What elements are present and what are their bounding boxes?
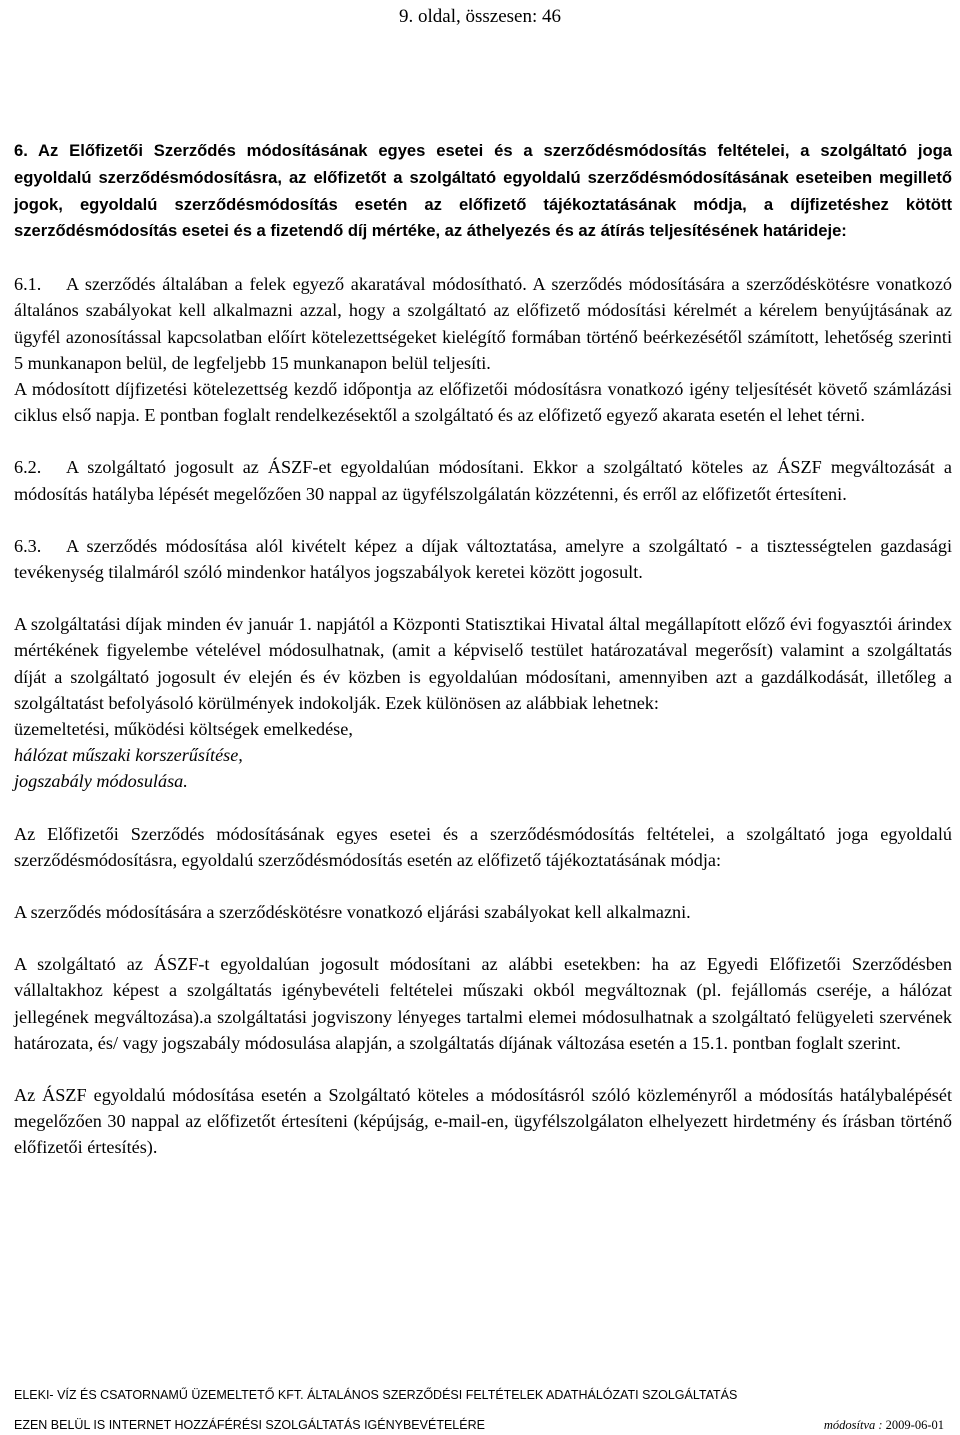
section-6-heading: 6. Az Előfizetői Szerződés módosításának egyes esetei és a szerződésmódosítás feltételei, a szolgáltató joga egyoldalú szerződésmódosításra, az előfizetőt a szolgáltató egyoldalú szerződésmódosításának eseteiben megillető jogok, egyoldalú szerződésmódosítás esetén az előfizető tájékoztatásának módja, a díjfizetéshez kötött szerződésmódosítás esetei és a fizetendő díj mértéke, az áthelyezés és az átírás teljesítésének határideje: xyxy=(14,141,952,241)
paragraph-6-2 xyxy=(14,454,952,506)
paragraph-cases: A szolgáltató az ÁSZF-t egyoldalúan jogosult módosítani az alábbi esetekben: ha az Egyedi Előfizetői Szerződésben vállaltakhoz képest a szolgáltatás igénybevételi feltételei műszaki okból megváltoznak (pl. fejállomás cseréje, a hálózat jellegének megváltozása).a szolgáltatási jogviszony lényeges tartalmi elemei módosulhatnak a szolgáltató felügyeleti szervének határozata, és/ vagy jogszabály módosulása alapján, a szolgáltatás díjának változása esetén a 15.1. pontban foglalt szerint. xyxy=(14,954,952,1053)
page-number-header: 9. oldal, összesen: 46 xyxy=(398,6,561,27)
footer-line-1: ELEKI- VÍZ ÉS CSATORNAMŰ ÜZEMELTETŐ KFT. ÁLTALÁNOS SZERZŐDÉSI FELTÉTELEK ADATHÁLÓZATI SZOLGÁLTATÁS xyxy=(14,1388,738,1402)
paragraph-6-1 xyxy=(14,271,952,376)
paragraph-number: 6.2. xyxy=(14,457,42,478)
paragraph-text: A szolgáltató jogosult az ÁSZF-et egyoldalúan módosítani. Ekkor a szolgáltató köteles az ÁSZF megváltozását a módosítás hatályba lépését megelőzően 30 nappal az ügyfélszolgálatán közzétenni, és erről az előfizetőt értesíteni. xyxy=(14,457,952,504)
list-item: jogszabály módosulása. xyxy=(14,771,188,792)
footer-service-text: EZEN BELÜL IS INTERNET HOZZÁFÉRÉSI SZOLGÁLTATÁS IGÉNYBEVÉTELÉRE xyxy=(14,1418,485,1432)
paragraph-text: A szerződés általában a felek egyező akaratával módosítható. A szerződés módosítására a szerződéskötésre vonatkozó általános szabályokat kell alkalmazni azzal, hogy a szolgáltató az előfizető módosítási kérelmét a kérelem benyújtásának az ügyfél azonosítással kapcsolatban előírt kötelezettségeket kielégítő formában történő beérkezésétől számított, lehetőség szerinti 5 munkanapon belül, de legfeljebb 15 munkanapon belül teljesíti. xyxy=(14,274,952,373)
paragraph-fees: A szolgáltatási díjak minden év január 1. napjától a Központi Statisztikai Hivatal által megállapított előző évi fogyasztói árindex mértékének figyelembe vételével módosulhatnak, (amit a képviselő testület határozatával megerősít) valamint a szolgáltatás díját a szolgáltató jogosult év elején és év közben is egyoldalúan módosítani, amennyiben azt a gazdálkodását, illetőleg a szolgáltatást befolyásoló körülmények indokolják. Ezek különösen az alábbiak lehetnek: xyxy=(14,614,952,713)
modified-date: 2009-06-01 xyxy=(885,1418,944,1432)
paragraph-number: 6.3. xyxy=(14,535,42,556)
paragraph-6-1-b: A módosított díjfizetési kötelezettség kezdő időpontja az előfizetői módosításra vonatkozó igény teljesítését követő számlázási ciklus első napja. E pontban foglalt rendelkezésektől a szolgáltató és az előfizető egyező akarata esetén el lehet térni. xyxy=(14,379,952,426)
paragraph-6-3 xyxy=(14,533,952,585)
list-item: üzemeltetési, működési költségek emelkedése, xyxy=(14,719,353,740)
footer-line-2 xyxy=(14,1418,944,1433)
paragraph-number: 6.1. xyxy=(14,274,42,295)
footer-modified xyxy=(824,1418,944,1433)
paragraph-summary: Az Előfizetői Szerződés módosításának egyes esetei és a szerződésmódosítás feltételei, a szolgáltató joga egyoldalú szerződésmódosításra, egyoldalú szerződésmódosítás esetén az előfizető tájékoztatásának módja: xyxy=(14,823,952,870)
paragraph-rules: A szerződés módosítására a szerződéskötésre vonatkozó eljárási szabályokat kell alkalmazni. xyxy=(14,902,691,923)
paragraph-notice: Az ÁSZF egyoldalú módosítása esetén a Szolgáltató köteles a módosításról szóló közleményről a módosítás hatálybalépését megelőzően 30 nappal az előfizetőt értesíteni (képújság, e-mail-en, ügyfélszolgálaton elhelyezett hirdetmény és írásban történő előfizetői értesítés). xyxy=(14,1085,952,1158)
modified-label: módosítva : xyxy=(823,1418,883,1432)
document-body xyxy=(14,138,952,1161)
list-item: hálózat műszaki korszerűsítése, xyxy=(14,745,243,766)
paragraph-text: A szerződés módosítása alól kivételt képez a díjak változtatása, amelyre a szolgáltató - a tisztességtelen gazdasági tevékenység tilalmáról szóló mindenkor hatályos jogszabályok keretei között jogosult. xyxy=(14,535,952,583)
